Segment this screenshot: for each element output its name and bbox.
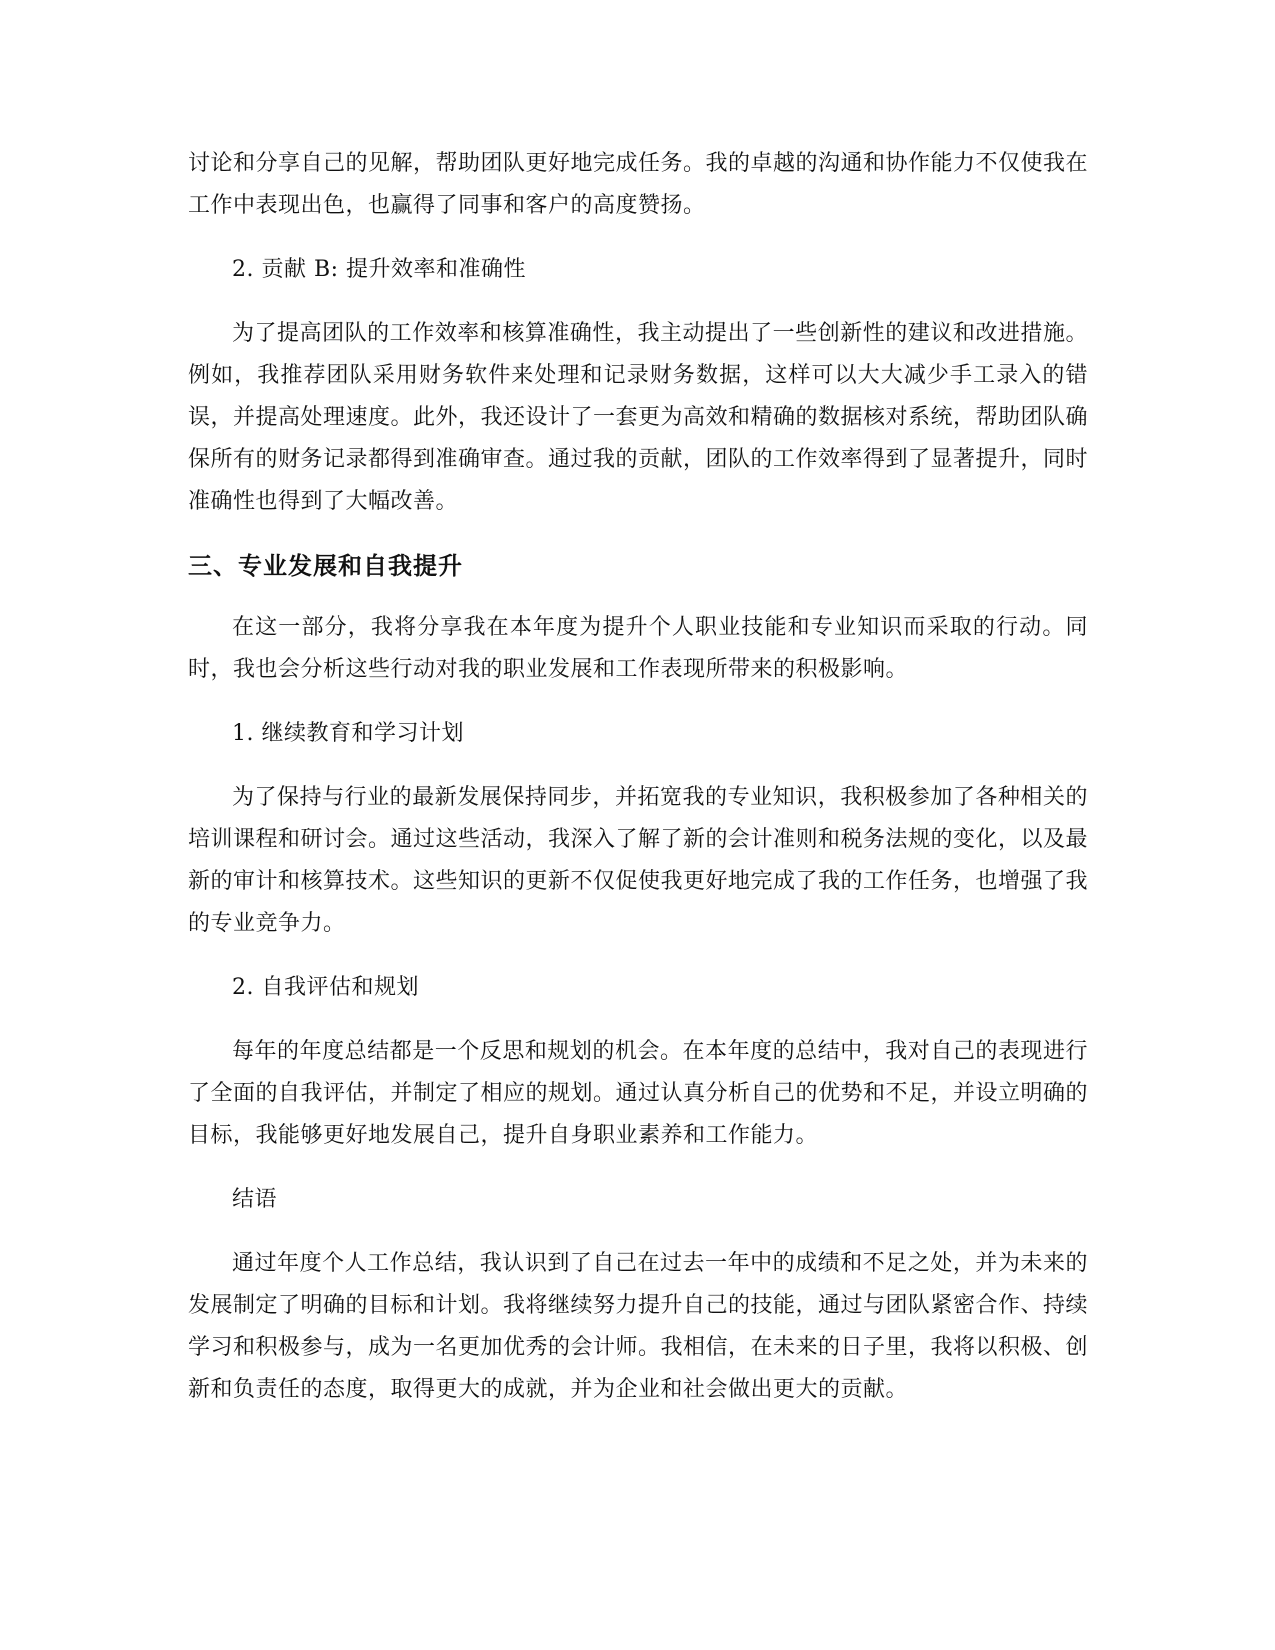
list-item-continuing-education: 1. 继续教育和学习计划 xyxy=(232,721,464,746)
conclusion-label: 结语 xyxy=(232,1187,278,1212)
paragraph-contribution-b: 为了提高团队的工作效率和核算准确性，我主动提出了一些创新性的建议和改进措施。例如，我推荐团队采用财务软件来处理和记录财务数据，这样可以大大减少手工录入的错误，并提高处理速度。此外，我还设计了一套更为高效和精确的数据核对系统，帮助团队确保所有的财务记录都得到准确审查。通过我的贡献，团队的工作效率得到了显著提升，同时准确性也得到了大幅改善。 xyxy=(188,321,1089,514)
document-body xyxy=(188,143,1088,1433)
section-heading-professional-development: 三、专业发展和自我提升 xyxy=(188,552,463,580)
paragraph-conclusion: 通过年度个人工作总结，我认识到了自己在过去一年中的成绩和不足之处，并为未来的发展制定了明确的目标和计划。我将继续努力提升自己的技能，通过与团队紧密合作、持续学习和积极参与，成为一名更加优秀的会计师。我相信，在未来的日子里，我将以积极、创新和负责任的态度，取得更大的成就，并为企业和社会做出更大的贡献。 xyxy=(188,1251,1089,1402)
list-item-contribution-b: 2. 贡献 B: 提升效率和准确性 xyxy=(232,257,527,282)
paragraph-section3-intro: 在这一部分，我将分享我在本年度为提升个人职业技能和专业知识而采取的行动。同时，我也会分析这些行动对我的职业发展和工作表现所带来的积极影响。 xyxy=(188,615,1088,682)
paragraph-intro-continuation: 讨论和分享自己的见解，帮助团队更好地完成任务。我的卓越的沟通和协作能力不仅使我在工作中表现出色，也赢得了同事和客户的高度赞扬。 xyxy=(188,151,1089,218)
paragraph-continuing-education: 为了保持与行业的最新发展保持同步，并拓宽我的专业知识，我积极参加了各种相关的培训课程和研讨会。通过这些活动，我深入了解了新的会计准则和税务法规的变化，以及最新的审计和核算技术。这些知识的更新不仅促使我更好地完成了我的工作任务，也增强了我的专业竞争力。 xyxy=(188,785,1089,936)
paragraph-self-evaluation: 每年的年度总结都是一个反思和规划的机会。在本年度的总结中，我对自己的表现进行了全面的自我评估，并制定了相应的规划。通过认真分析自己的优势和不足，并设立明确的目标，我能够更好地发展自己，提升自身职业素养和工作能力。 xyxy=(188,1039,1089,1148)
list-item-self-evaluation: 2. 自我评估和规划 xyxy=(232,975,419,1000)
